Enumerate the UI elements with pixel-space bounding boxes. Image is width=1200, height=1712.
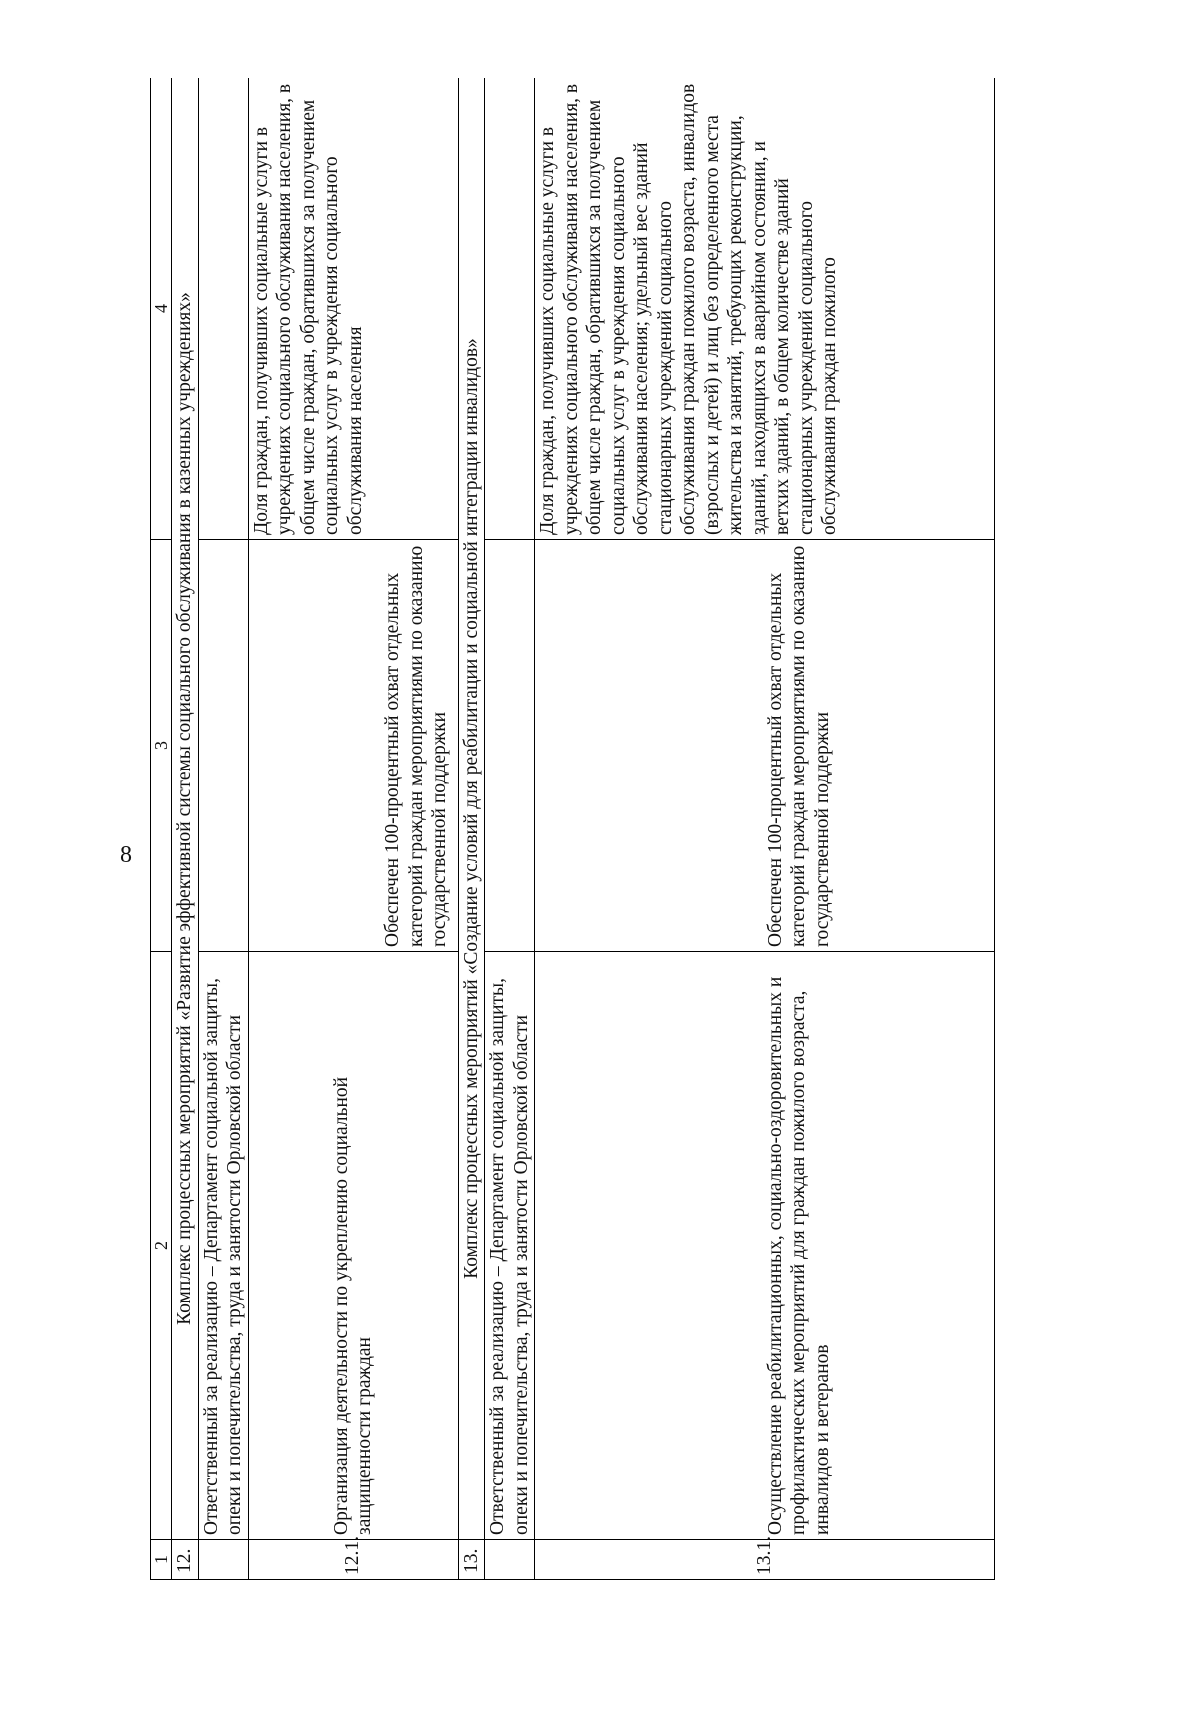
row-number-12-1: 12.1. <box>248 1540 458 1580</box>
rotated-table-wrapper <box>150 78 1175 1580</box>
rotated-table-sheet <box>150 78 1175 1580</box>
result-12-1: Обеспечен 100-процентный охват отдельных категорий граждан мероприятиями по оказанию государственной поддержки <box>248 540 458 952</box>
section-row-12 <box>172 78 199 1580</box>
header-col-4: 4 <box>151 78 172 540</box>
header-col-2: 2 <box>151 952 172 1540</box>
task-13-1: Осуществление реабилитационных, социально-оздоровительных и профилактических мероприятий для граждан пожилого возраста, инвалидов и ветеранов <box>535 952 995 1540</box>
empty-num-cell <box>485 1540 535 1580</box>
empty-indicator-cell <box>198 78 248 540</box>
empty-result-cell <box>485 540 535 952</box>
row-number-13-1: 13.1. <box>535 1540 995 1580</box>
program-table <box>150 78 995 1580</box>
task-row-13-1 <box>535 78 995 1580</box>
responsible-row-13 <box>485 78 535 1580</box>
indicator-13-1: Доля граждан, получивших социальные услуги в учреждениях социального обслуживания населения, в общем числе граждан, обратившихся за получением социальных услуг в учреждения социального обслуживания населения; удельный вес зданий стационарных учреждений социального обслуживания граждан пожилого возраста, инвалидов (взрослых и детей) и лиц без определенного места жительства и занятий, требующих реконструкции, зданий, находящихся в аварийном состоянии, и ветхих зданий, в общем количестве зданий стационарных учреждений социального обслуживания граждан пожилого <box>535 78 995 540</box>
section-row-13 <box>458 78 485 1580</box>
empty-num-cell <box>198 1540 248 1580</box>
empty-result-cell <box>198 540 248 952</box>
empty-indicator-cell <box>485 78 535 540</box>
task-row-12-1 <box>248 78 458 1580</box>
indicator-12-1: Доля граждан, получивших социальные услуги в учреждениях социального обслуживания населения, в общем числе граждан, обратившихся за получением социальных услуг в учреждения социального обслуживания населения <box>248 78 458 540</box>
row-number-12: 12. <box>172 1540 199 1580</box>
responsible-13: Ответственный за реализацию – Департамент социальной защиты, опеки и попечительства, труда и занятости Орловской области <box>485 952 535 1540</box>
task-12-1: Организация деятельности по укреплению социальной защищенности граждан <box>248 952 458 1540</box>
responsible-12: Ответственный за реализацию – Департамент социальной защиты, опеки и попечительства, труда и занятости Орловской области <box>198 952 248 1540</box>
section-title-13: Комплекс процессных мероприятий «Создание условий для реабилитации и социальной интеграции инвалидов» <box>458 78 485 1540</box>
header-col-3: 3 <box>151 540 172 952</box>
page-number: 8 <box>120 842 132 868</box>
responsible-row-12 <box>198 78 248 1580</box>
header-row <box>151 78 172 1580</box>
header-col-1: 1 <box>151 1540 172 1580</box>
section-title-12: Комплекс процессных мероприятий «Развитие эффективной системы социального обслуживания в казенных учреждениях» <box>172 78 199 1540</box>
row-number-13: 13. <box>458 1540 485 1580</box>
result-13-1: Обеспечен 100-процентный охват отдельных категорий граждан мероприятиями по оказанию государственной поддержки <box>535 540 995 952</box>
